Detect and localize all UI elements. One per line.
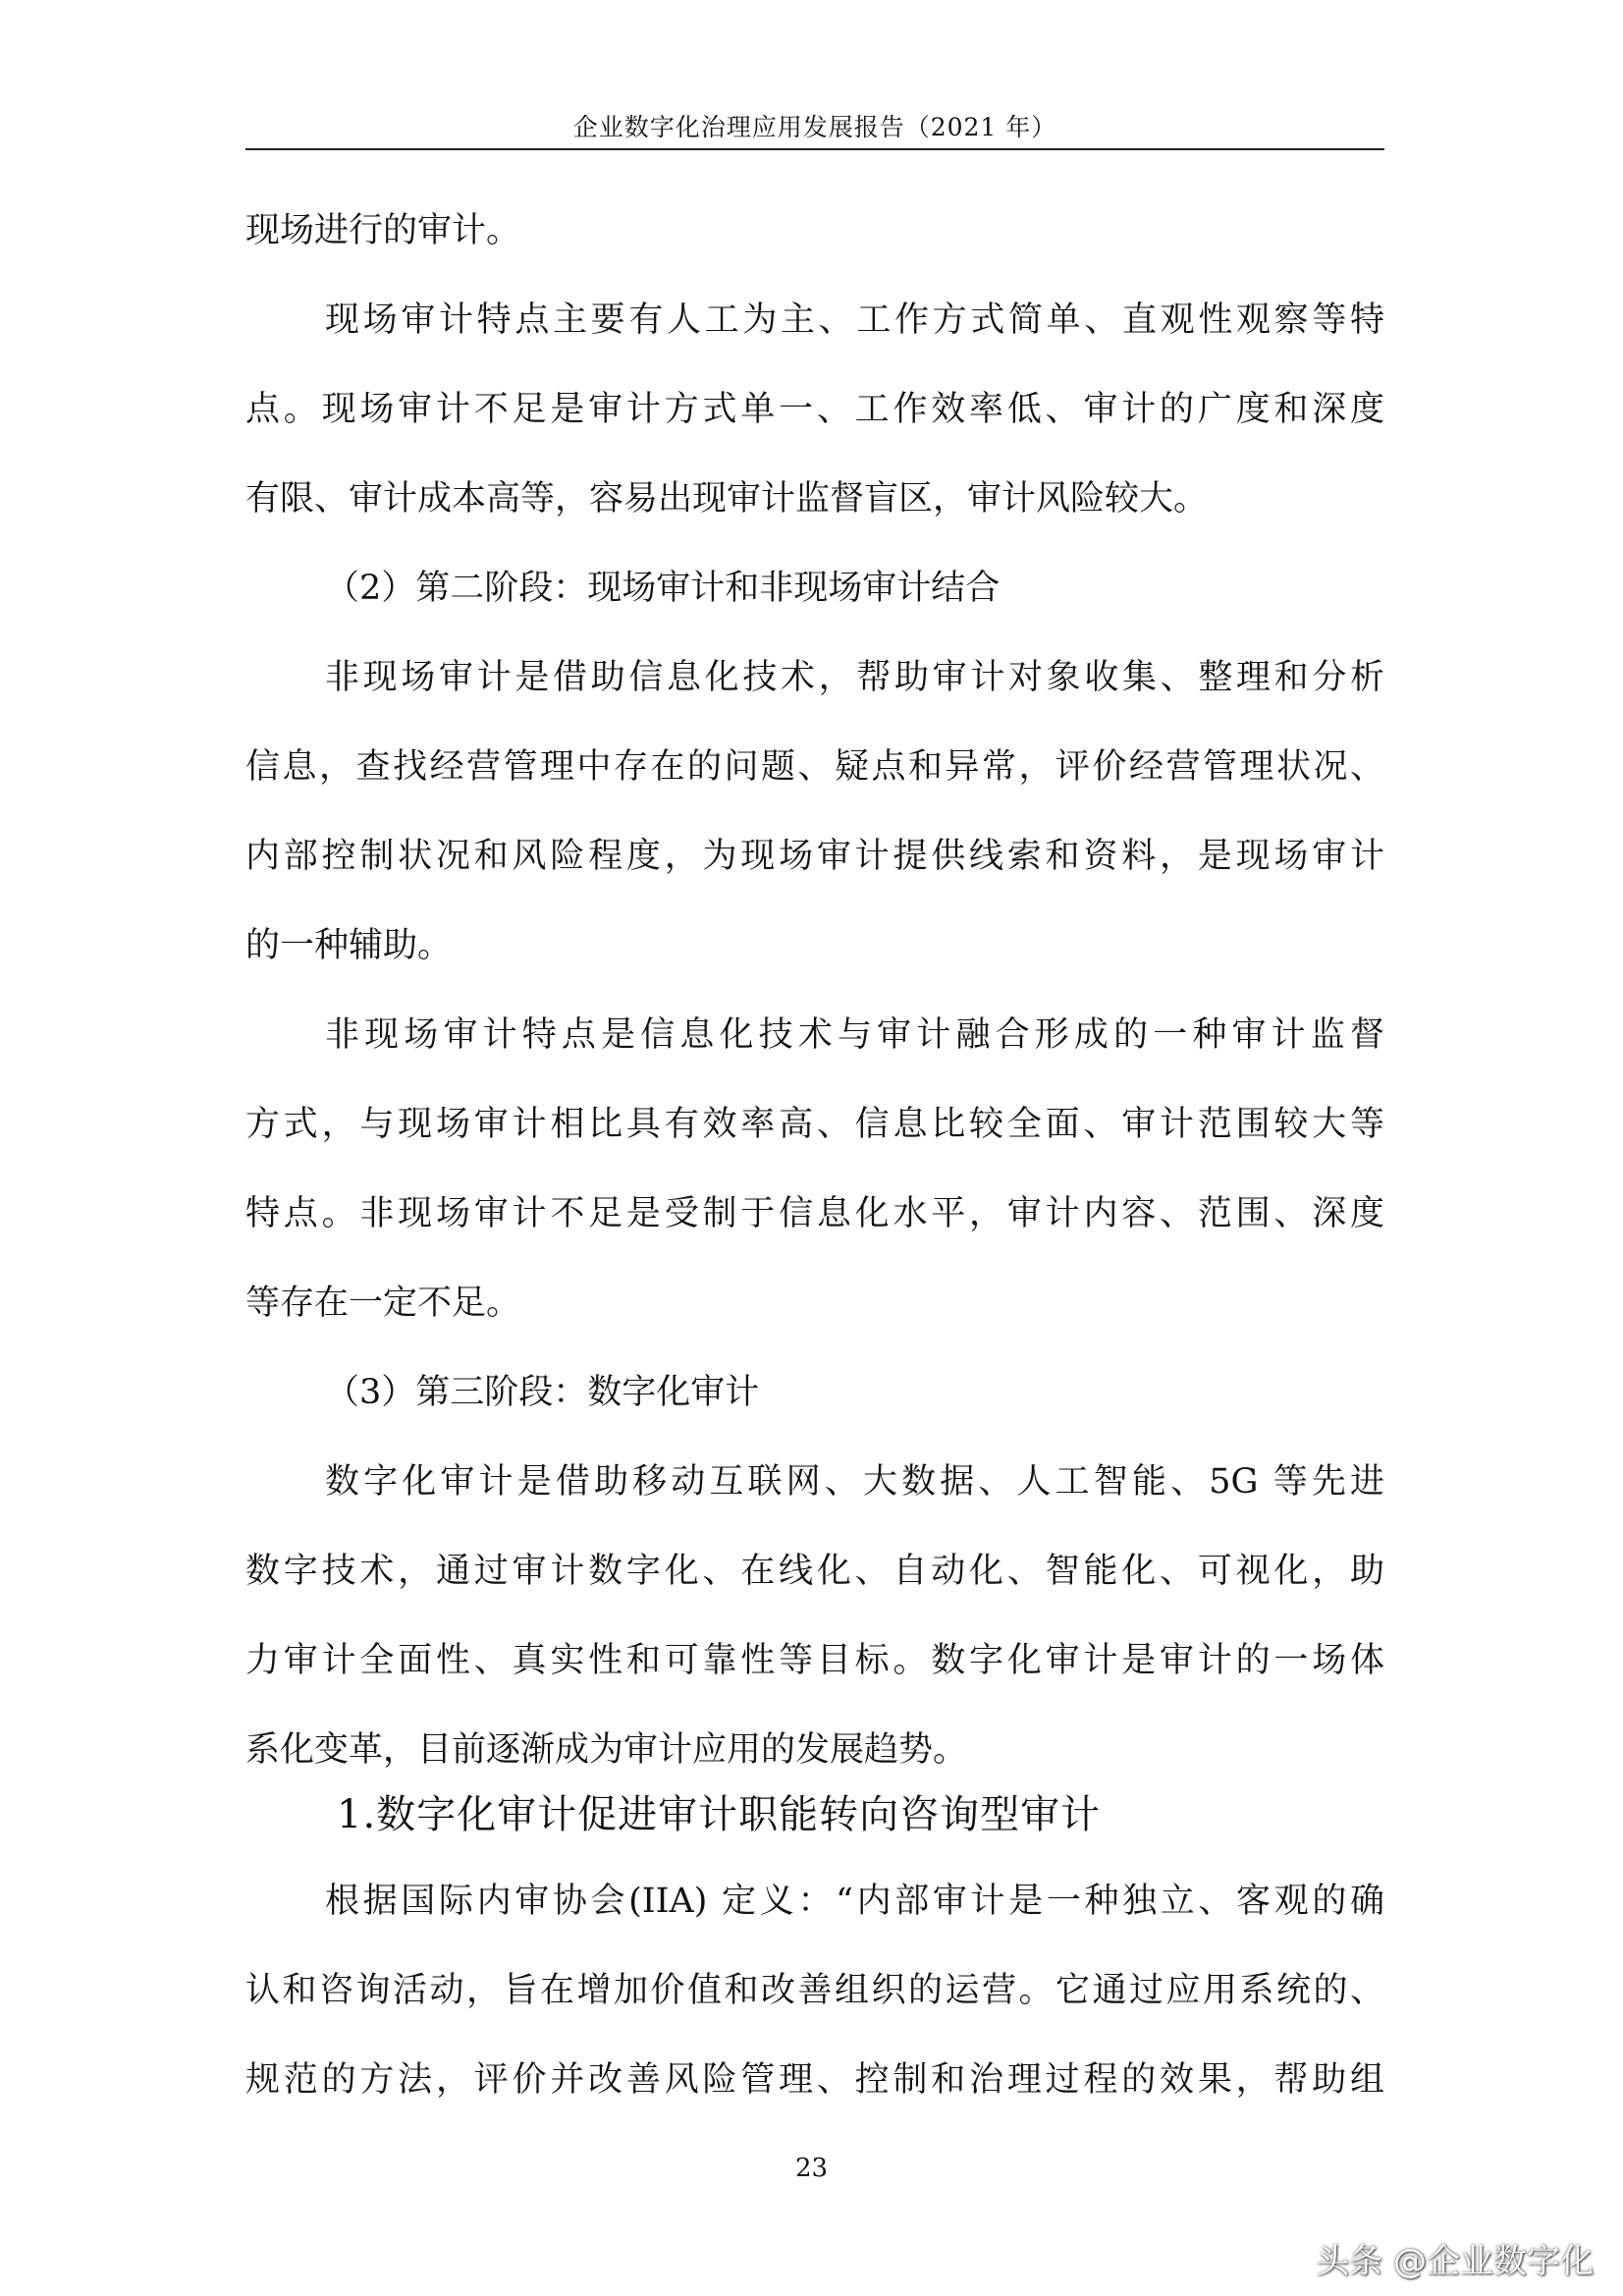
paragraph-line: 等存在一定不足。 [245,1284,521,1323]
paragraph-line: 认和咨询活动，旨在增加价值和改善组织的运营。它通过应用系统的、 [245,1971,1384,2010]
paragraph-line: 信息，查找经营管理中存在的问题、疑点和异常，评价经营管理状况、 [245,747,1384,787]
subsection-heading: （2）第二阶段：现场审计和非现场审计结合 [325,569,1001,608]
paragraph-line: 系化变革，目前逐渐成为审计应用的发展趋势。 [245,1730,968,1770]
page-number: 23 [794,2154,829,2183]
paragraph-line: 非现场审计特点是信息化技术与审计融合形成的一种审计监督 [325,1015,1384,1055]
watermark: 头条 @企业数字化 [1316,2242,1594,2281]
paragraph-line: 规范的方法，评价并改善风险管理、控制和治理过程的效果，帮助组 [245,2060,1384,2100]
running-header: 企业数字化治理应用发展报告（2021 年） [572,113,1057,141]
paragraph-line: 有限、审计成本高等，容易出现审计监督盲区，审计风险较大。 [245,479,1209,519]
paragraph-line: 非现场审计是借助信息化技术，帮助审计对象收集、整理和分析 [325,658,1384,697]
header-rule [245,148,1384,150]
paragraph-line: 数字技术，通过审计数字化、在线化、自动化、智能化、可视化，助 [245,1552,1384,1591]
paragraph-line: 现场审计特点主要有人工为主、工作方式简单、直观性观察等特 [325,301,1384,340]
paragraph-line: 内部控制状况和风险程度，为现场审计提供线索和资料，是现场审计 [245,837,1384,876]
section-heading: 1.数字化审计促进审计职能转向咨询型审计 [337,1792,1102,1837]
paragraph-line: 力审计全面性、真实性和可靠性等目标。数字化审计是审计的一场体 [245,1641,1384,1680]
paragraph-line: 根据国际内审协会(IIA) 定义：“内部审计是一种独立、客观的确 [325,1882,1384,1921]
paragraph-line: 点。现场审计不足是审计方式单一、工作效率低、审计的广度和深度 [245,390,1384,429]
paragraph-line: 现场进行的审计。 [245,211,521,250]
paragraph-line: 的一种辅助。 [245,926,453,965]
paragraph-line: 方式，与现场审计相比具有效率高、信息比较全面、审计范围较大等 [245,1105,1384,1144]
paragraph-line: 数字化审计是借助移动互联网、大数据、人工智能、5G 等先进 [325,1462,1384,1502]
paragraph-line: 特点。非现场审计不足是受制于信息化水平，审计内容、范围、深度 [245,1194,1384,1233]
subsection-heading: （3）第三阶段：数字化审计 [325,1373,760,1412]
